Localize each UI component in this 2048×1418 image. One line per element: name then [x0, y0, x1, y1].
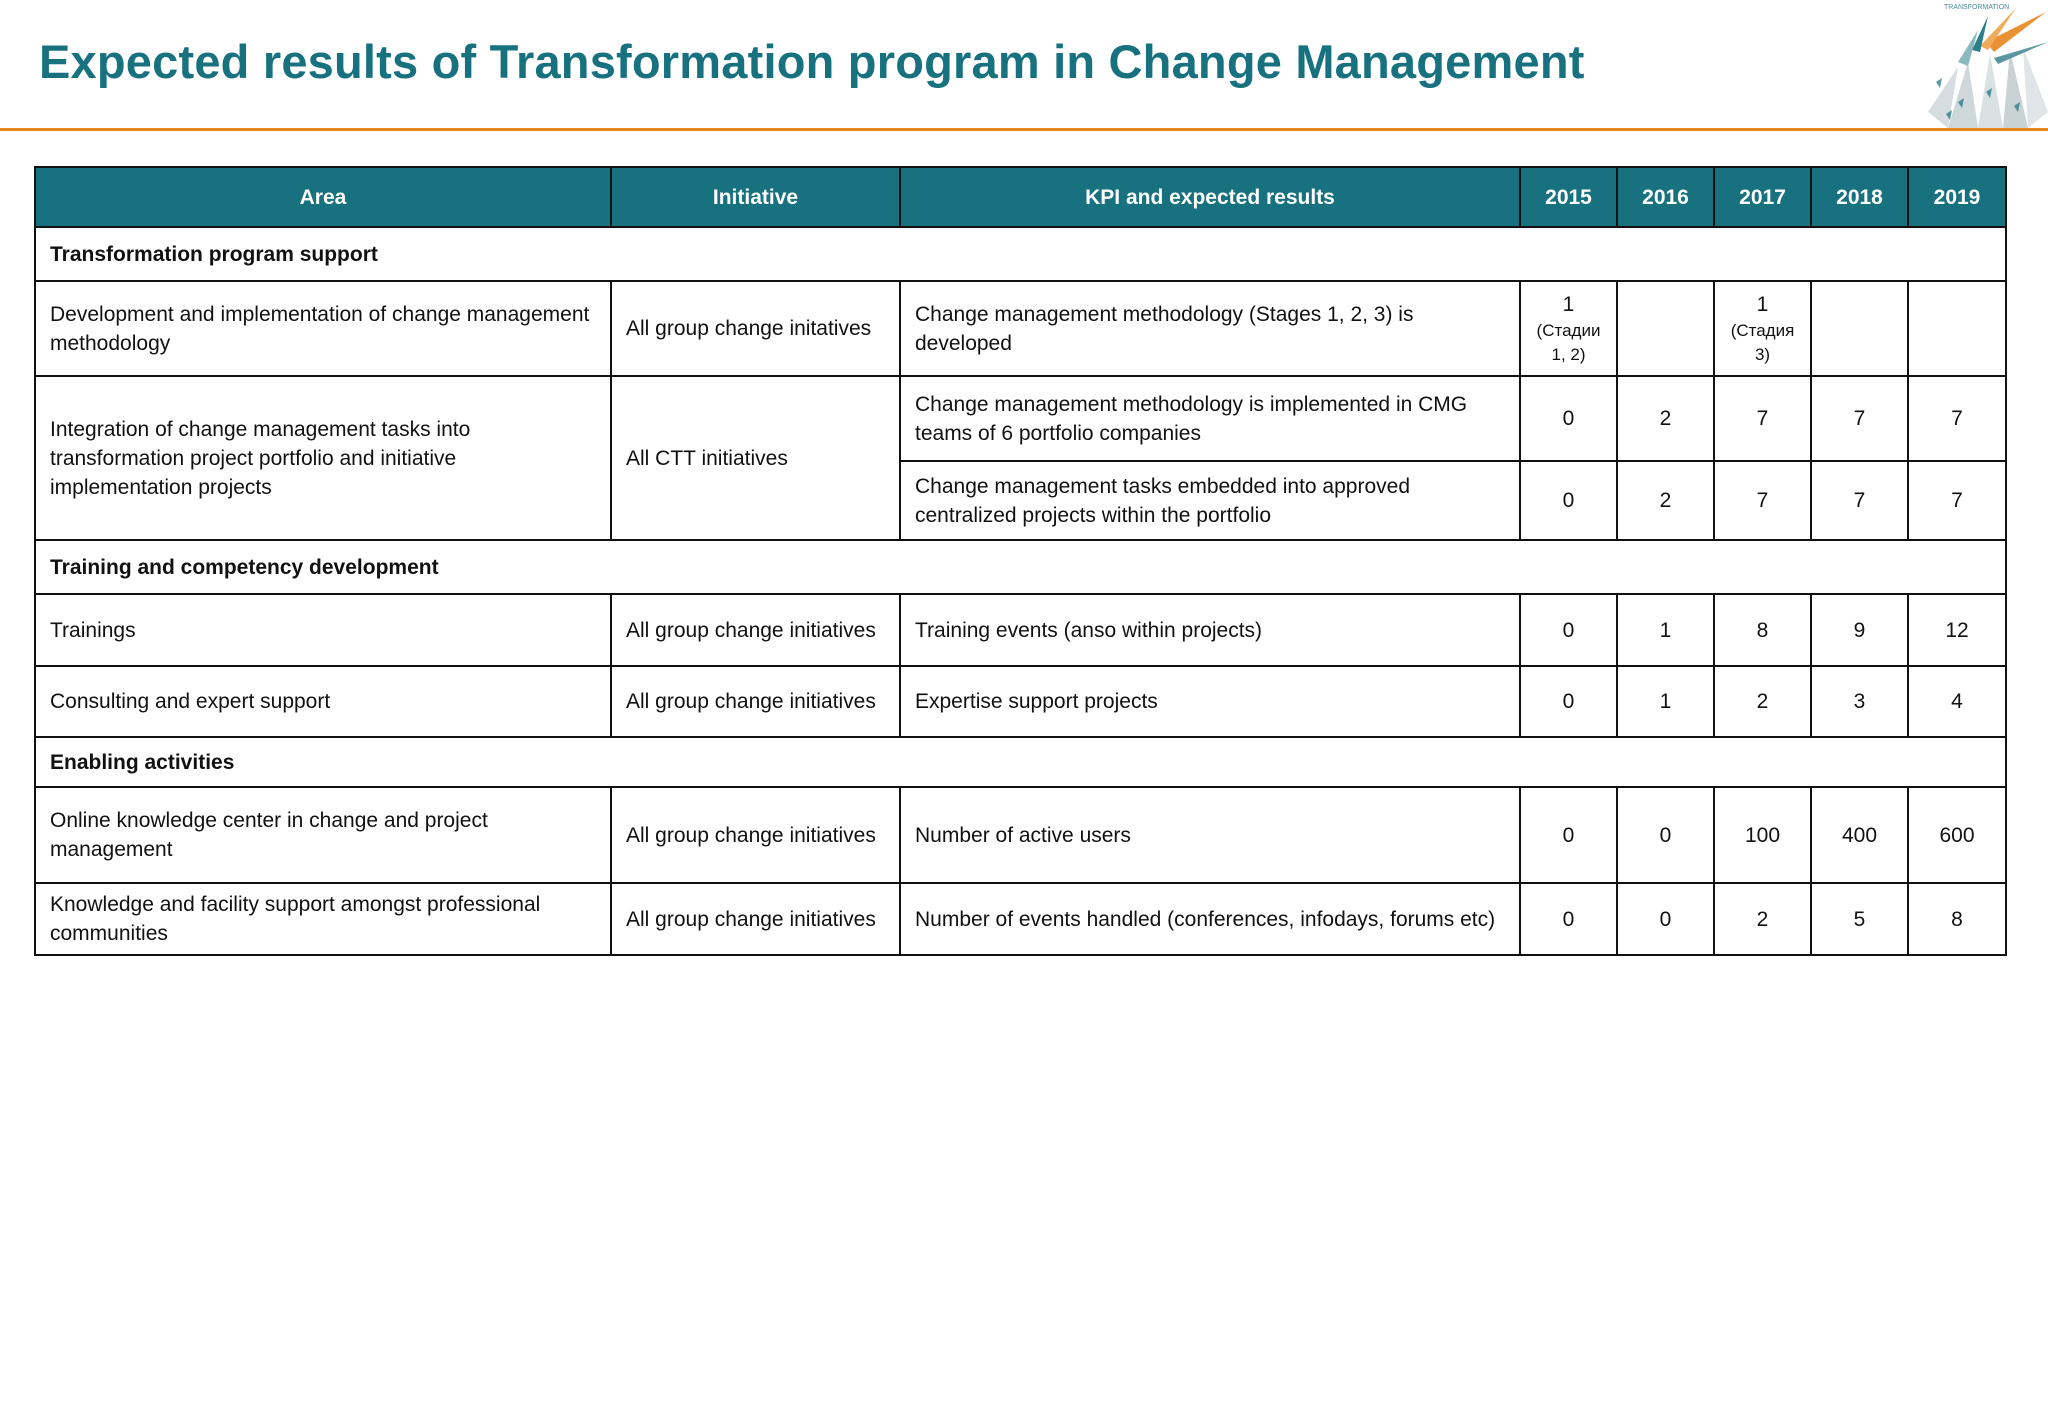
- value-cell-2019: 7: [1908, 461, 2006, 540]
- value-cell-2017: 7: [1714, 461, 1811, 540]
- initiative-cell: All CTT initiatives: [611, 376, 900, 540]
- value-cell-2019: 12: [1908, 594, 2006, 666]
- title-divider: [0, 128, 2048, 131]
- table-row: [35, 376, 2006, 461]
- value-cell-2016: 1: [1617, 594, 1714, 666]
- value-2017: 1: [1756, 293, 1769, 316]
- value-cell-2017: 2: [1714, 666, 1811, 737]
- area-cell: Knowledge and facility support amongst professional communities: [35, 883, 611, 955]
- value-cell-2018: 9: [1811, 594, 1908, 666]
- initiative-cell: All group change initiatives: [611, 787, 900, 883]
- page-title: Expected results of Transformation program in Change Management: [39, 35, 1585, 88]
- column-header-2017: 2017: [1714, 167, 1811, 227]
- initiative-cell: All group change initiatives: [611, 883, 900, 955]
- section-title: Training and competency development: [35, 540, 2006, 594]
- kpi-cell: Number of active users: [900, 787, 1520, 883]
- value-cell-2016: 0: [1617, 883, 1714, 955]
- value-cell-2016: 0: [1617, 787, 1714, 883]
- value-note-2017: (Стадия 3): [1730, 321, 1795, 364]
- kpi-cell: Expertise support projects: [900, 666, 1520, 737]
- initiative-cell: All group change initiatives: [611, 666, 900, 737]
- value-cell-2015: 0: [1520, 376, 1617, 461]
- initiative-cell: All group change initatives: [611, 281, 900, 376]
- table-row: [35, 666, 2006, 737]
- initiative-cell: All group change initiatives: [611, 594, 900, 666]
- section-title: Transformation program support: [35, 227, 2006, 281]
- area-cell: Development and implementation of change management methodology: [35, 281, 611, 376]
- value-cell-2016: 2: [1617, 461, 1714, 540]
- value-note-2015: (Стадии 1, 2): [1536, 321, 1601, 364]
- value-cell-2015: 0: [1520, 666, 1617, 737]
- value-cell-2016: 2: [1617, 376, 1714, 461]
- kpi-cell: Number of events handled (conferences, infodays, forums etc): [900, 883, 1520, 955]
- value-cell-2019: 4: [1908, 666, 2006, 737]
- value-cell-2017: 7: [1714, 376, 1811, 461]
- value-cell-2015: 0: [1520, 594, 1617, 666]
- value-cell-2015: 0: [1520, 883, 1617, 955]
- area-cell: Integration of change management tasks into transformation project portfolio and initiative implementation projects: [35, 376, 611, 540]
- column-header-kpi: KPI and expected results: [900, 167, 1520, 227]
- company-logo-icon: [1928, 2, 2048, 128]
- kpi-cell: Change management tasks embedded into approved centralized projects within the portfolio: [900, 461, 1520, 540]
- table-row: [35, 883, 2006, 955]
- value-cell-2018: 400: [1811, 787, 1908, 883]
- value-cell-2018: 7: [1811, 461, 1908, 540]
- value-cell-2019: 7: [1908, 376, 2006, 461]
- section-row: [35, 227, 2006, 281]
- value-cell-2019: 600: [1908, 787, 2006, 883]
- kpi-cell: Change management methodology is implemented in CMG teams of 6 portfolio companies: [900, 376, 1520, 461]
- kpi-cell: Change management methodology (Stages 1, 2, 3) is developed: [900, 281, 1520, 376]
- value-cell-2016: [1617, 281, 1714, 376]
- value-cell-2017: 2: [1714, 883, 1811, 955]
- value-cell-2019: 8: [1908, 883, 2006, 955]
- value-cell-2015: 0: [1520, 787, 1617, 883]
- value-2015: 1: [1562, 293, 1575, 316]
- area-cell: Online knowledge center in change and project management: [35, 787, 611, 883]
- logo-text: TRANSFORMATION: [1944, 4, 2010, 11]
- column-header-2015: 2015: [1520, 167, 1617, 227]
- value-cell-2016: 1: [1617, 666, 1714, 737]
- kpi-cell: Training events (anso within projects): [900, 594, 1520, 666]
- column-header-initiative: Initiative: [611, 167, 900, 227]
- table-row: [35, 594, 2006, 666]
- value-cell-2019: [1908, 281, 2006, 376]
- value-cell-2017: 8: [1714, 594, 1811, 666]
- value-cell-2017: [1714, 281, 1811, 376]
- area-cell: Consulting and expert support: [35, 666, 611, 737]
- value-cell-2018: 7: [1811, 376, 1908, 461]
- area-cell: Trainings: [35, 594, 611, 666]
- column-header-2019: 2019: [1908, 167, 2006, 227]
- section-row: [35, 737, 2006, 787]
- kpi-table: [34, 166, 2007, 956]
- value-cell-2018: 3: [1811, 666, 1908, 737]
- section-row: [35, 540, 2006, 594]
- table-row: [35, 281, 2006, 376]
- table-row: [35, 787, 2006, 883]
- value-cell-2015: [1520, 281, 1617, 376]
- column-header-2018: 2018: [1811, 167, 1908, 227]
- column-header-area: Area: [35, 167, 611, 227]
- column-header-2016: 2016: [1617, 167, 1714, 227]
- value-cell-2017: 100: [1714, 787, 1811, 883]
- value-cell-2018: [1811, 281, 1908, 376]
- table-header-row: [35, 167, 2006, 227]
- value-cell-2015: 0: [1520, 461, 1617, 540]
- section-title: Enabling activities: [35, 737, 2006, 787]
- value-cell-2018: 5: [1811, 883, 1908, 955]
